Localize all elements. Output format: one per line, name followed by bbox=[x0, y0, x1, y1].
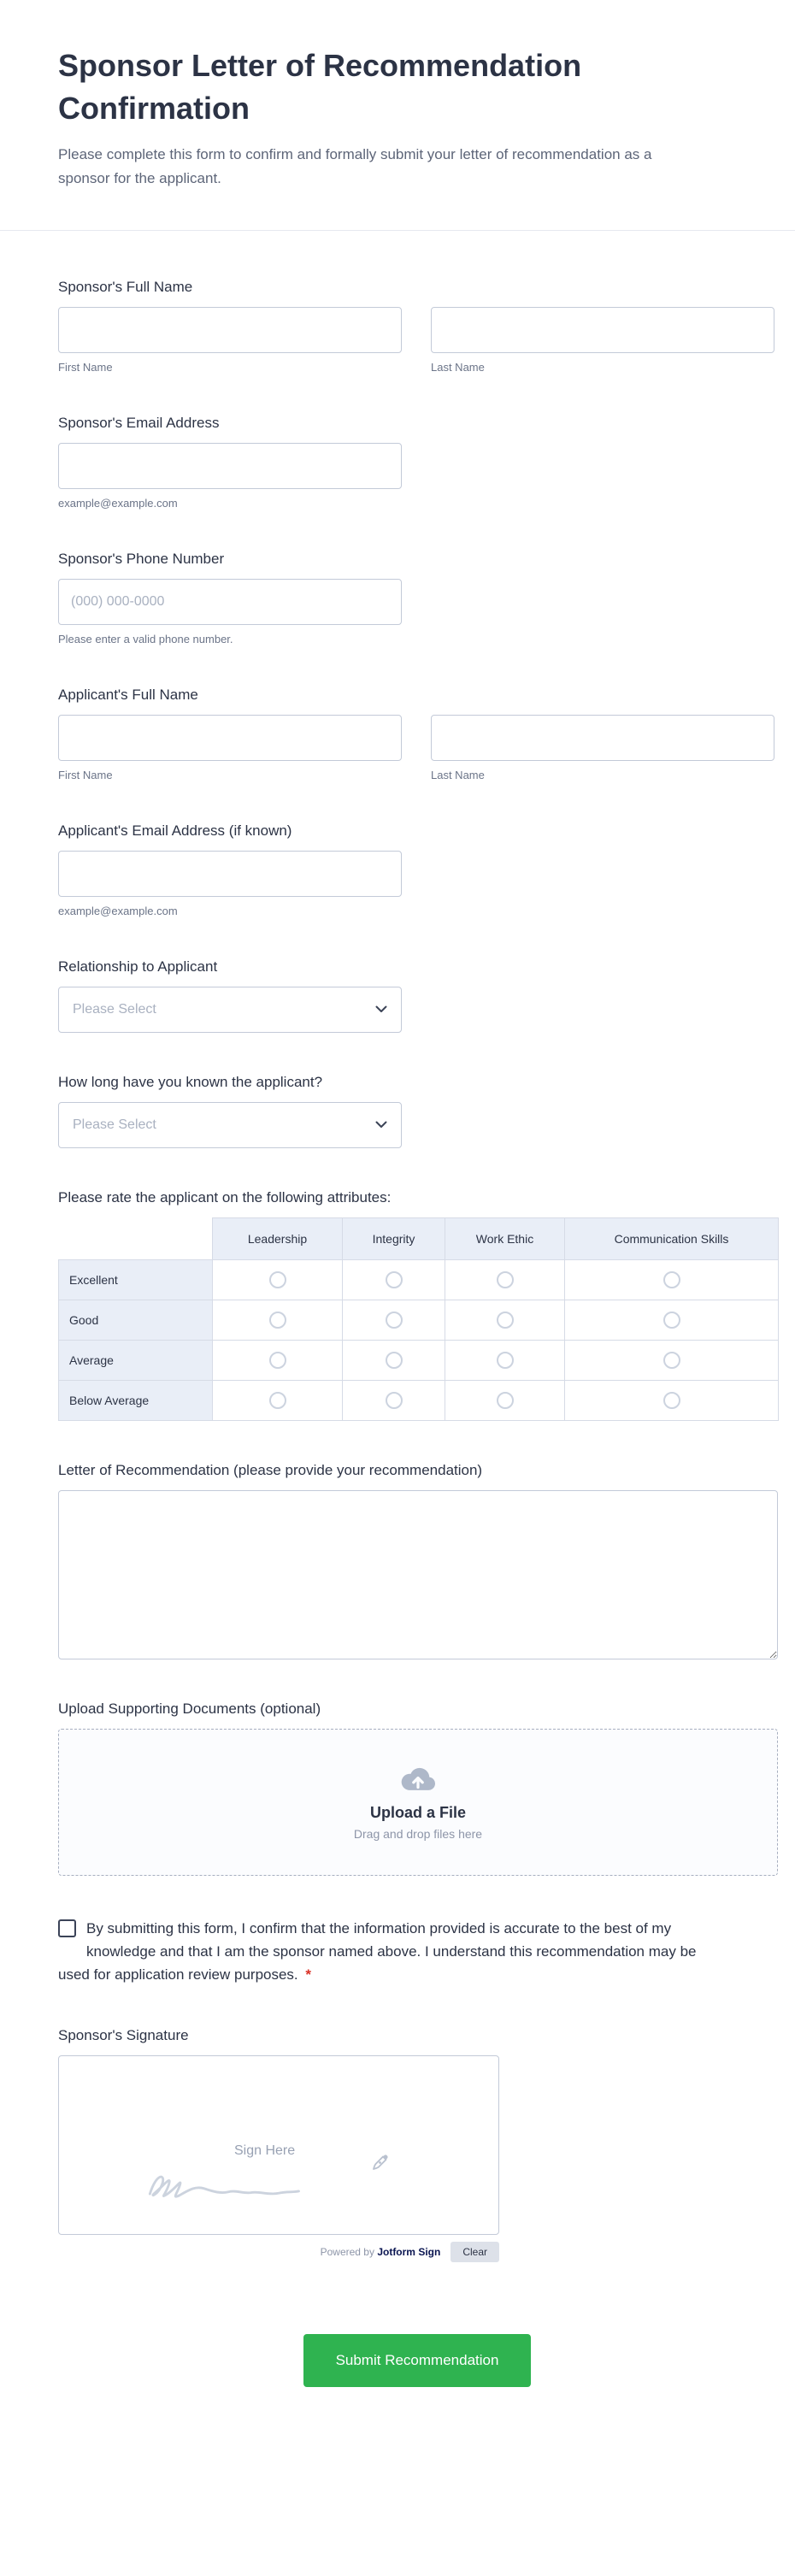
field-rating-matrix bbox=[58, 1189, 776, 1421]
signature-label: Sponsor's Signature bbox=[58, 2027, 189, 2044]
radio-below-average-communication[interactable] bbox=[663, 1392, 680, 1409]
matrix-cell bbox=[343, 1300, 445, 1340]
matrix-corner-cell bbox=[59, 1217, 213, 1259]
chevron-down-icon bbox=[375, 1005, 387, 1013]
jotform-sign-brand: Jotform Sign bbox=[377, 2246, 441, 2259]
sponsor-name-label: Sponsor's Full Name bbox=[58, 278, 193, 295]
applicant-email-input[interactable] bbox=[58, 851, 402, 897]
radio-excellent-work-ethic[interactable] bbox=[497, 1271, 514, 1288]
chevron-down-icon bbox=[375, 1121, 387, 1129]
powered-by-label: Powered by bbox=[320, 2246, 374, 2259]
field-upload bbox=[58, 1701, 776, 1876]
field-signature bbox=[58, 2027, 776, 2262]
known-duration-select[interactable] bbox=[58, 1102, 402, 1148]
submit-row bbox=[58, 2334, 776, 2447]
field-relationship bbox=[58, 958, 776, 1033]
matrix-cell bbox=[445, 1300, 565, 1340]
field-sponsor-phone bbox=[58, 551, 776, 645]
matrix-cell bbox=[213, 1300, 343, 1340]
form-header bbox=[0, 0, 795, 191]
upload-button-label: Upload a File bbox=[369, 1804, 467, 1822]
field-applicant-full-name bbox=[58, 687, 776, 781]
applicant-email-sublabel: example@example.com bbox=[58, 904, 178, 917]
matrix-row-label-good: Good bbox=[59, 1300, 213, 1340]
relationship-select-value: Please Select bbox=[73, 1001, 156, 1017]
matrix-header-row bbox=[59, 1217, 779, 1259]
radio-good-work-ethic[interactable] bbox=[497, 1312, 514, 1329]
matrix-col-work-ethic: Work Ethic bbox=[445, 1217, 565, 1259]
required-asterisk: * bbox=[305, 1966, 312, 1984]
radio-below-average-work-ethic[interactable] bbox=[497, 1392, 514, 1409]
sponsor-phone-label: Sponsor's Phone Number bbox=[58, 550, 225, 567]
matrix-cell bbox=[565, 1300, 779, 1340]
field-letter bbox=[58, 1462, 776, 1659]
upload-label: Upload Supporting Documents (optional) bbox=[58, 1700, 321, 1717]
matrix-cell bbox=[343, 1259, 445, 1300]
sponsor-email-sublabel: example@example.com bbox=[58, 496, 178, 510]
radio-good-communication[interactable] bbox=[663, 1312, 680, 1329]
matrix-cell bbox=[565, 1340, 779, 1380]
radio-excellent-communication[interactable] bbox=[663, 1271, 680, 1288]
applicant-first-name-input[interactable] bbox=[58, 715, 402, 761]
matrix-row-average bbox=[59, 1340, 779, 1380]
radio-below-average-integrity[interactable] bbox=[386, 1392, 403, 1409]
form-body bbox=[0, 231, 795, 2448]
sponsor-first-name-sublabel: First Name bbox=[58, 360, 113, 374]
matrix-col-integrity: Integrity bbox=[343, 1217, 445, 1259]
sponsor-email-input[interactable] bbox=[58, 443, 402, 489]
known-duration-select-value: Please Select bbox=[73, 1117, 156, 1132]
form-subtitle: Please complete this form to confirm and formally submit your letter of recommendation as a sponsor for the applicant. bbox=[58, 145, 652, 186]
matrix-row-good bbox=[59, 1300, 779, 1340]
applicant-email-label: Applicant's Email Address (if known) bbox=[58, 822, 292, 839]
sponsor-email-label: Sponsor's Email Address bbox=[58, 414, 220, 431]
consent-statement bbox=[58, 1917, 708, 1987]
rating-matrix-table bbox=[58, 1217, 779, 1421]
signature-scribble bbox=[144, 2164, 307, 2205]
clear-signature-button[interactable]: Clear bbox=[450, 2242, 499, 2262]
matrix-row-label-below-average: Below Average bbox=[59, 1380, 213, 1420]
sponsor-phone-input[interactable] bbox=[58, 579, 402, 625]
matrix-row-below-average bbox=[59, 1380, 779, 1420]
applicant-last-name-input[interactable] bbox=[431, 715, 774, 761]
matrix-row-label-excellent: Excellent bbox=[59, 1259, 213, 1300]
field-known-duration bbox=[58, 1074, 776, 1148]
field-sponsor-email bbox=[58, 415, 776, 510]
matrix-cell bbox=[445, 1340, 565, 1380]
consent-checkbox[interactable] bbox=[58, 1919, 76, 1937]
applicant-first-name-sublabel: First Name bbox=[58, 768, 113, 781]
form-title: Sponsor Letter of Recommendation Confirmation bbox=[58, 48, 582, 127]
pen-nib-icon bbox=[370, 2152, 391, 2172]
applicant-last-name-sublabel: Last Name bbox=[431, 768, 485, 781]
matrix-cell bbox=[565, 1380, 779, 1420]
radio-average-communication[interactable] bbox=[663, 1352, 680, 1369]
radio-below-average-leadership[interactable] bbox=[269, 1392, 286, 1409]
upload-hint: Drag and drop files here bbox=[353, 1827, 483, 1842]
powered-by-text bbox=[321, 2246, 441, 2258]
sponsor-last-name-input[interactable] bbox=[431, 307, 774, 353]
known-duration-label: How long have you known the applicant? bbox=[58, 1073, 323, 1090]
matrix-cell bbox=[213, 1340, 343, 1380]
sponsor-last-name-sublabel: Last Name bbox=[431, 360, 485, 374]
letter-label: Letter of Recommendation (please provide your recommendation) bbox=[58, 1461, 483, 1478]
submit-button[interactable]: Submit Recommendation bbox=[303, 2334, 532, 2387]
matrix-col-leadership: Leadership bbox=[213, 1217, 343, 1259]
radio-excellent-leadership[interactable] bbox=[269, 1271, 286, 1288]
matrix-cell bbox=[445, 1380, 565, 1420]
radio-good-integrity[interactable] bbox=[386, 1312, 403, 1329]
radio-average-work-ethic[interactable] bbox=[497, 1352, 514, 1369]
field-applicant-email bbox=[58, 822, 776, 917]
relationship-label: Relationship to Applicant bbox=[58, 958, 218, 975]
applicant-name-label: Applicant's Full Name bbox=[58, 686, 198, 703]
letter-textarea[interactable] bbox=[58, 1490, 778, 1659]
sign-here-placeholder: Sign Here bbox=[234, 2143, 296, 2159]
matrix-cell bbox=[213, 1380, 343, 1420]
matrix-cell bbox=[213, 1259, 343, 1300]
sponsor-first-name-input[interactable] bbox=[58, 307, 402, 353]
rating-matrix-label: Please rate the applicant on the following attributes: bbox=[58, 1188, 392, 1205]
matrix-col-communication: Communication Skills bbox=[565, 1217, 779, 1259]
matrix-row-excellent bbox=[59, 1259, 779, 1300]
upload-dropzone[interactable] bbox=[58, 1729, 778, 1876]
field-sponsor-full-name bbox=[58, 279, 776, 374]
signature-footer bbox=[58, 2242, 499, 2262]
radio-average-leadership[interactable] bbox=[269, 1352, 286, 1369]
radio-excellent-integrity[interactable] bbox=[386, 1271, 403, 1288]
matrix-cell bbox=[445, 1259, 565, 1300]
matrix-row-label-average: Average bbox=[59, 1340, 213, 1380]
consent-text: By submitting this form, I confirm that the information provided is accurate to the best of my knowledge and that I am the sponsor named above. I understand this recommendation may be used for application review purposes. bbox=[58, 1919, 697, 1984]
signature-pad[interactable] bbox=[58, 2055, 499, 2235]
relationship-select[interactable] bbox=[58, 987, 402, 1033]
radio-good-leadership[interactable] bbox=[269, 1312, 286, 1329]
matrix-cell bbox=[343, 1340, 445, 1380]
matrix-cell bbox=[565, 1259, 779, 1300]
matrix-cell bbox=[343, 1380, 445, 1420]
sponsor-phone-sublabel: Please enter a valid phone number. bbox=[58, 632, 233, 645]
field-consent bbox=[58, 1917, 776, 1987]
radio-average-integrity[interactable] bbox=[386, 1352, 403, 1369]
cloud-upload-icon bbox=[398, 1763, 438, 1795]
